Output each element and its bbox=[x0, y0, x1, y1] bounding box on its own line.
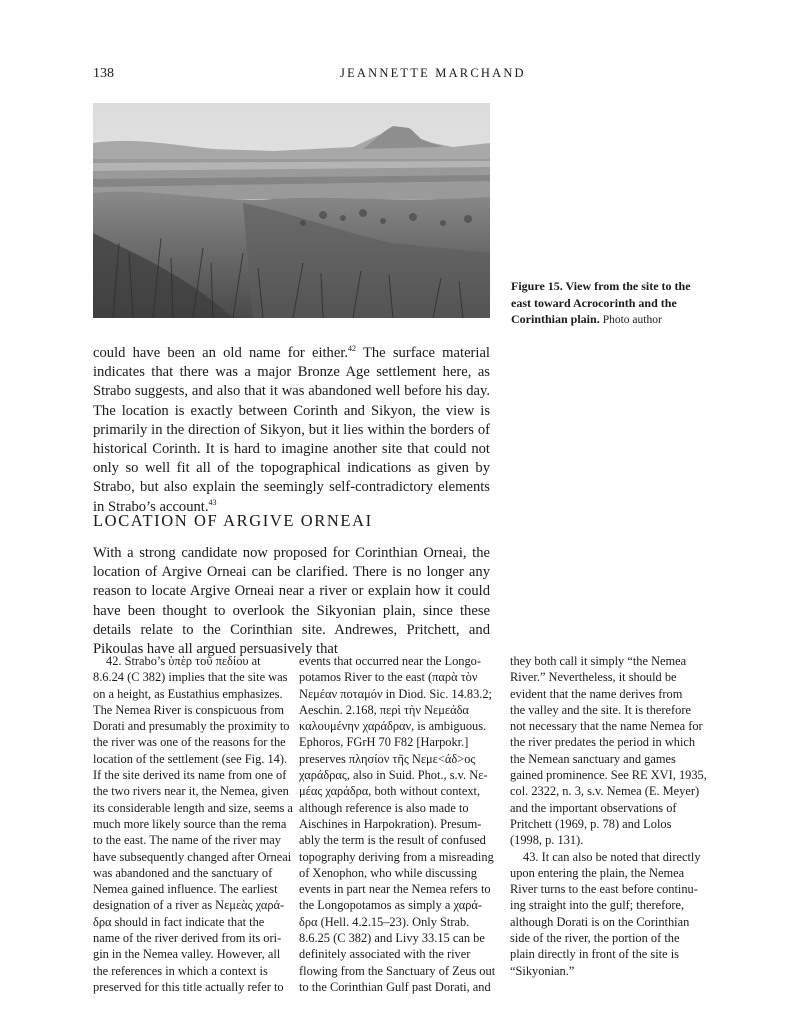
footnote-line: Pritchett (1969, p. 78) and Lolos bbox=[510, 816, 672, 831]
figure-caption-text: Figure 15. View from the site to the east toward Acrocorinth and the Corinthian plain. bbox=[511, 279, 691, 326]
footnote-line: ing straight into the gulf; therefore, bbox=[510, 898, 685, 913]
footnote-line: Dorati and presumably the proximity to bbox=[93, 719, 290, 734]
footnote-line: River.” Nevertheless, it should be bbox=[510, 670, 677, 685]
footnote-line: to the Corinthian Gulf past Dorati, and bbox=[299, 979, 491, 994]
footnote-line: designation of a river as Νεμεὰς χαρά- bbox=[93, 898, 285, 913]
footnote-line: μέας χαράδρα, both without context, bbox=[299, 784, 481, 799]
footnote-line: δρα (Hell. 4.2.15–23). Only Strab. bbox=[299, 914, 470, 929]
footnote-line: 43. It can also be noted that directly bbox=[523, 849, 701, 864]
footnote-line: (1998, p. 131). bbox=[510, 833, 584, 848]
footnote-line: δρα should in fact indicate that the bbox=[93, 914, 265, 929]
footnote-line: Ephoros, FGrH 70 F82 [Harpokr.] bbox=[299, 735, 469, 750]
footnotes-column-3 bbox=[510, 653, 707, 979]
footnote-line: the Nemean sanctuary and games bbox=[510, 751, 676, 766]
footnote-line: 8.6.25 (C 382) and Livy 33.15 can be bbox=[299, 931, 485, 946]
footnote-line: χαράδρας, also in Suid. Phot., s.v. Νε- bbox=[299, 768, 488, 783]
footnotes-column-1 bbox=[93, 653, 293, 995]
footnote-line: the river predates the period in which bbox=[510, 735, 696, 750]
footnote-line: topography deriving from a misreading bbox=[299, 849, 494, 864]
footnote-line: the river was one of the reasons for the bbox=[93, 735, 286, 750]
footnote-line: the references in which a context is bbox=[93, 963, 268, 978]
footnote-line: If the site derived its name from one of bbox=[93, 768, 287, 783]
footnote-line: Nemea gained influence. The earliest bbox=[93, 882, 278, 897]
figure-caption bbox=[511, 278, 701, 329]
footnote-line: 8.6.24 (C 382) implies that the site was bbox=[93, 670, 288, 685]
figure-credit: Photo author bbox=[602, 314, 662, 326]
footnote-line: name of the river derived from its ori- bbox=[93, 931, 282, 946]
footnote-ref-42: 42 bbox=[348, 344, 357, 354]
body-paragraph-2: With a strong candidate now proposed for Corinthian Orneai, the location of Argive Orneai can be clarified. There is no longer any reason to locate Argive Orneai near a river or explain how it could have been thought to overlook the Sikyonian plain, since these details relate to the Corinthian site. Andrewes, Pritchett, and Pikoulas have all argued persuasively that bbox=[93, 545, 490, 658]
footnote-line: gin in the Nemea valley. However, all bbox=[93, 947, 281, 962]
footnote-line: The Nemea River is conspicuous from bbox=[93, 702, 284, 717]
footnote-line: Aischines in Harpokration). Presum- bbox=[299, 816, 482, 831]
footnote-line: on a height, as Eustathius emphasizes. bbox=[93, 686, 283, 701]
footnote-line: Νεμέαν ποταμόν in Diod. Sic. 14.83.2; bbox=[299, 686, 493, 701]
footnote-line: events in part near the Nemea refers to bbox=[299, 882, 491, 897]
footnote-line: not necessary that the name Nemea for bbox=[510, 719, 703, 734]
footnote-line: evident that the name derives from bbox=[510, 686, 683, 701]
footnote-line: καλουμένην χαράδραν, is ambiguous. bbox=[299, 719, 487, 734]
footnote-line: gained prominence. See RE XVI, 1935, bbox=[510, 768, 707, 783]
footnote-line: much more likely source than the rema bbox=[93, 816, 287, 831]
footnote-line: have subsequently changed after Orneai bbox=[93, 849, 292, 864]
footnote-line: the valley and the site. It is therefore bbox=[510, 702, 691, 717]
footnote-line: and the important observations of bbox=[510, 800, 677, 815]
footnote-line: definitely associated with the river bbox=[299, 947, 471, 962]
footnote-ref-43: 43 bbox=[208, 497, 217, 507]
footnote-line: plain directly in front of the site is bbox=[510, 947, 679, 962]
footnote-line: Aeschin. 2.168, περὶ τὴν Νεμεάδα bbox=[299, 702, 469, 717]
page-number: 138 bbox=[93, 66, 114, 81]
footnote-line: of Xenophon, who while discussing bbox=[299, 865, 477, 880]
footnote-line: they both call it simply “the Nemea bbox=[510, 654, 687, 668]
footnote-line: side of the river, the portion of the bbox=[510, 931, 680, 946]
footnote-line: was abandoned and the sanctuary of bbox=[93, 865, 273, 880]
footnote-line: the Longopotamos as simply a χαρά- bbox=[299, 898, 483, 913]
section-heading: LOCATION OF ARGIVE ORNEAI bbox=[93, 511, 373, 530]
footnote-line: potamos River to the east (παρὰ τὸν bbox=[299, 670, 478, 685]
footnote-line: its considerable length and size, seems a bbox=[93, 800, 293, 815]
footnote-line: events that occurred near the Longo- bbox=[299, 654, 481, 668]
body-paragraph-1-text-b: The surface material indicates that there was a major Bronze Age settlement here, as Strabo suggests, and also that it was abandoned well before his day. The location is exactly between Corinth and Sikyon, the view is primarily in the direction of Sikyon, but it lies within the borders of historical Corinth. It is hard to imagine another site that could not only so well fit all of the topographical indications as given by Strabo, but also explain the seemingly self-contradictory elements in Strabo’s account. bbox=[93, 345, 490, 515]
footnote-line: ably the term is the result of confused bbox=[299, 833, 486, 848]
landscape-photo bbox=[93, 103, 490, 318]
footnote-line: location of the settlement (see Fig. 14). bbox=[93, 751, 288, 766]
body-paragraph-1-text-a: could have been an old name for either. bbox=[93, 345, 349, 361]
footnote-line: preserved for this title actually refer to bbox=[93, 979, 284, 994]
footnotes-column-2 bbox=[299, 653, 496, 995]
footnote-line: flowing from the Sanctuary of Zeus out bbox=[299, 963, 496, 978]
footnote-line: preserves πλησίον τῆς Νεμε<άδ>ος bbox=[299, 751, 476, 766]
footnote-line: upon entering the plain, the Nemea bbox=[510, 865, 685, 880]
footnote-line: the two rivers near it, the Nemea, given bbox=[93, 784, 289, 799]
body-paragraph-1 bbox=[93, 344, 490, 517]
footnote-line: to the east. The name of the river may bbox=[93, 833, 281, 848]
footnote-line: “Sikyonian.” bbox=[510, 963, 575, 978]
landscape-photo-image bbox=[93, 103, 490, 318]
footnote-line: 42. Strabo’s ὑπὲρ τοῦ πεδίου at bbox=[106, 654, 261, 668]
footnote-line: although Dorati is on the Corinthian bbox=[510, 914, 690, 929]
footnote-line: River turns to the east before continu- bbox=[510, 882, 698, 897]
footnote-line: col. 2322, n. 3, s.v. Nemea (E. Meyer) bbox=[510, 784, 700, 799]
running-head: JEANNETTE MARCHAND bbox=[340, 66, 526, 80]
footnote-line: although reference is also made to bbox=[299, 800, 469, 815]
